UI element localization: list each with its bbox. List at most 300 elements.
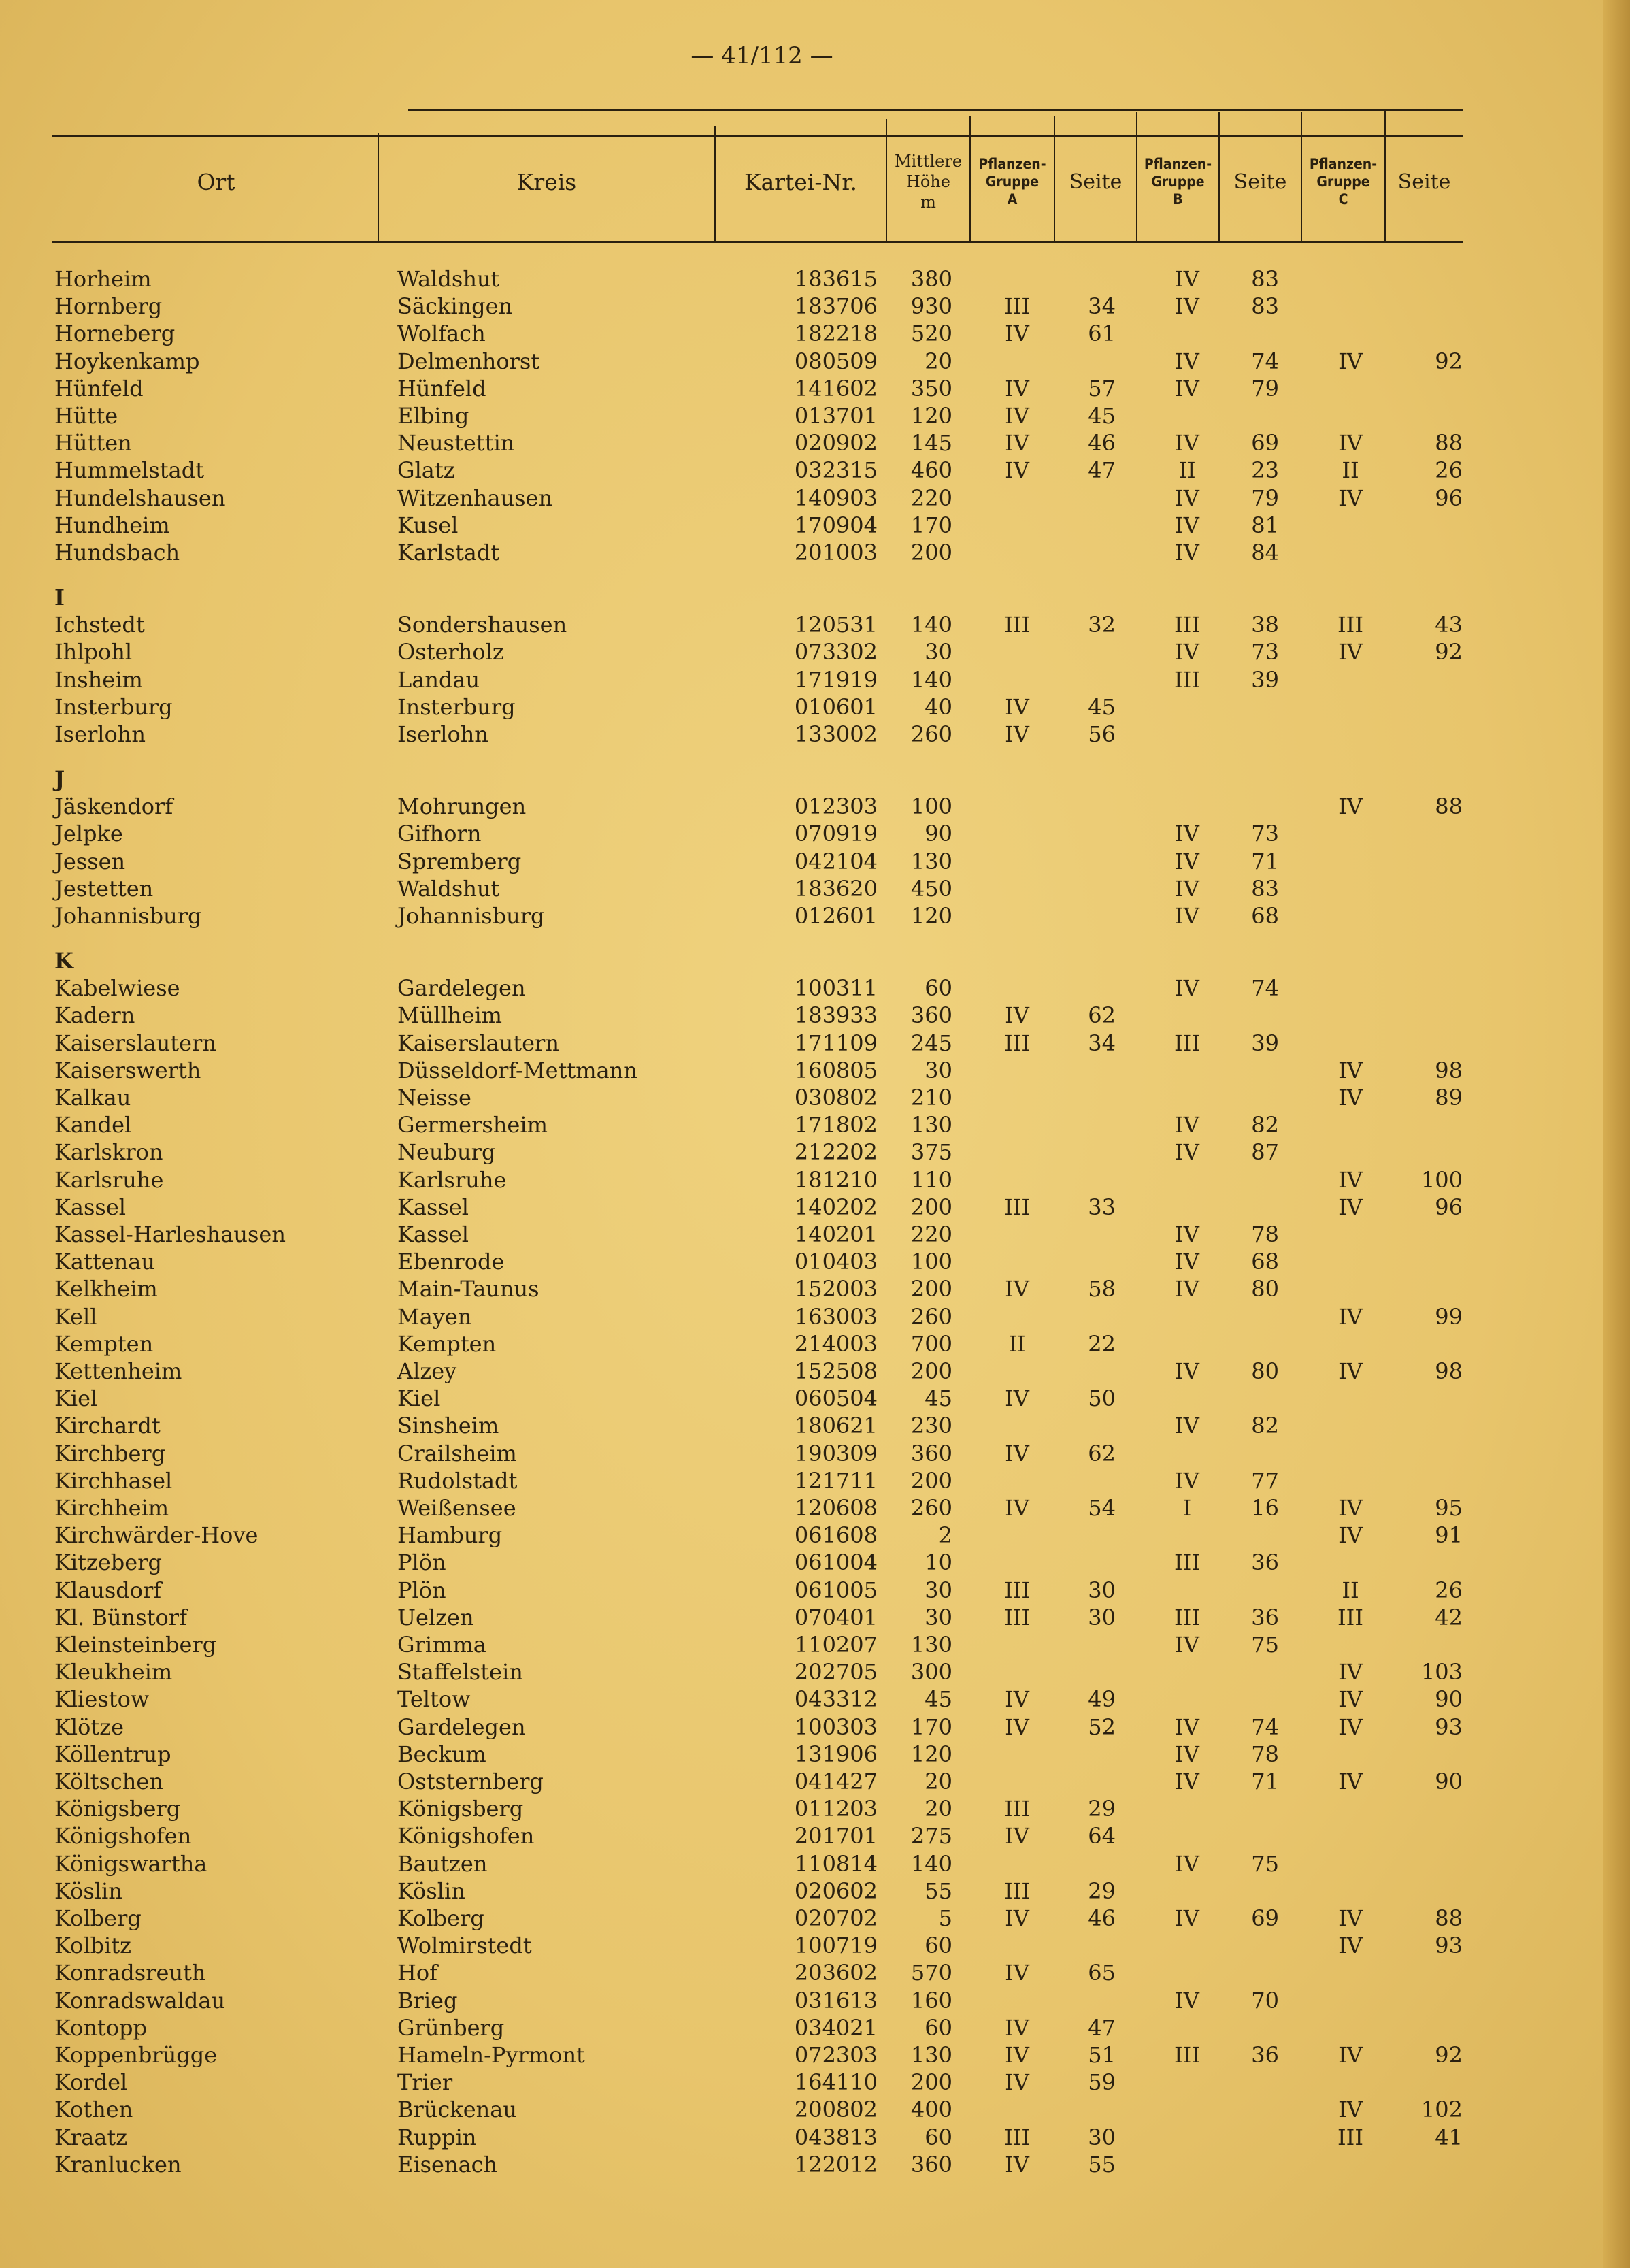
seite-b-cell: 74 (1251, 348, 1279, 374)
gruppe-c-cell: II (1342, 1577, 1359, 1603)
hoehe-cell: 140 (910, 1851, 952, 1877)
table-row (0, 1932, 1630, 1959)
ort-cell: Költschen (54, 1769, 163, 1794)
table-row (0, 1084, 1630, 1111)
seite-b-cell: 83 (1251, 293, 1279, 319)
kartei-nr-cell: 152508 (794, 1358, 878, 1384)
hoehe-cell: 145 (910, 430, 952, 456)
kreis-cell: Germersheim (397, 1112, 548, 1138)
gruppe-c-cell: IV (1338, 2042, 1363, 2068)
hoehe-cell: 140 (910, 612, 952, 638)
gruppe-a-cell: IV (1005, 1686, 1029, 1712)
hoehe-cell: 360 (910, 1441, 952, 1466)
kartei-nr-cell: 070401 (794, 1605, 878, 1630)
seite-b-cell: 78 (1251, 1221, 1279, 1247)
kartei-nr-cell: 122012 (794, 2152, 878, 2177)
hoehe-cell: 400 (910, 2097, 952, 2122)
gruppe-c-cell: III (1337, 2124, 1363, 2150)
table-row (0, 1385, 1630, 1412)
ort-cell: Kaiserslautern (54, 1030, 216, 1056)
ort-cell: Kandel (54, 1112, 132, 1138)
kreis-cell: Kassel (397, 1194, 469, 1220)
ort-cell: Kirchardt (54, 1413, 161, 1439)
kartei-nr-cell: 061004 (794, 1549, 878, 1575)
table-row (0, 1850, 1630, 1877)
gruppe-c-cell: IV (1338, 2097, 1363, 2122)
gruppe-a-cell: IV (1005, 376, 1029, 401)
seite-b-cell: 73 (1251, 639, 1279, 665)
seite-c-cell: 88 (1435, 430, 1463, 456)
gruppe-b-cell: III (1174, 1549, 1200, 1575)
kartei-nr-cell: 030802 (794, 1085, 878, 1111)
gruppe-a-cell: IV (1005, 2015, 1029, 2041)
kreis-cell: Hamburg (397, 1522, 503, 1548)
ort-cell: Kettenheim (54, 1358, 182, 1384)
kartei-nr-cell: 012601 (794, 903, 878, 929)
kartei-nr-cell: 060504 (794, 1385, 878, 1411)
seite-a-cell: 50 (1088, 1385, 1116, 1411)
seite-b-cell: 83 (1251, 266, 1279, 292)
kartei-nr-cell: 080509 (794, 348, 878, 374)
hoehe-cell: 380 (910, 266, 952, 292)
ort-cell: Königsberg (54, 1796, 181, 1822)
kartei-nr-cell: 140201 (794, 1221, 878, 1247)
kartei-nr-cell: 013701 (794, 403, 878, 429)
table-row (0, 721, 1630, 748)
seite-a-cell: 32 (1088, 612, 1116, 638)
hoehe-cell: 275 (910, 1823, 952, 1849)
gruppe-b-cell: IV (1175, 975, 1199, 1001)
header-mittlere-hoehe: Mittlere Höhe m (894, 152, 963, 212)
header-ort: Ort (197, 168, 235, 195)
table-row (0, 793, 1630, 820)
gruppe-a-cell: IV (1005, 457, 1029, 483)
seite-a-cell: 30 (1088, 1605, 1116, 1630)
ort-cell: Kirchhasel (54, 1468, 173, 1494)
seite-a-cell: 54 (1088, 1495, 1116, 1521)
gruppe-c-cell: IV (1338, 1085, 1363, 1111)
kartei-nr-cell: 170904 (794, 512, 878, 538)
kreis-cell: Köslin (397, 1878, 465, 1904)
gruppe-a-cell: IV (1005, 1441, 1029, 1466)
gruppe-c-cell: IV (1338, 1905, 1363, 1931)
table-row (0, 2151, 1630, 2178)
table-row (0, 693, 1630, 721)
hoehe-cell: 570 (910, 1960, 952, 1986)
table-row (0, 1713, 1630, 1741)
gruppe-a-cell: III (1004, 1878, 1030, 1904)
gruppe-b-cell: IV (1175, 1468, 1199, 1494)
gruppe-c-cell: IV (1338, 348, 1363, 374)
hoehe-cell: 260 (910, 721, 952, 747)
ort-cell: Kothen (54, 2097, 133, 2122)
kreis-cell: Kiel (397, 1385, 441, 1411)
hoehe-cell: 110 (910, 1167, 952, 1193)
seite-a-cell: 30 (1088, 1577, 1116, 1603)
kreis-cell: Hof (397, 1960, 438, 1986)
gruppe-b-cell: III (1174, 667, 1200, 693)
kartei-nr-cell: 203602 (794, 1960, 878, 1986)
kreis-cell: Iserlohn (397, 721, 489, 747)
table-row (0, 375, 1630, 402)
ort-cell: Hoykenkamp (54, 348, 200, 374)
ort-cell: Insterburg (54, 694, 173, 720)
gruppe-c-cell: IV (1338, 1167, 1363, 1193)
kartei-nr-cell: 012303 (794, 793, 878, 819)
ort-cell: Kranlucken (54, 2152, 182, 2177)
kreis-cell: Neuburg (397, 1139, 496, 1165)
kartei-nr-cell: 171919 (794, 667, 878, 693)
kreis-cell: Neisse (397, 1085, 471, 1111)
kartei-nr-cell: 061005 (794, 1577, 878, 1603)
ort-cell: Koppenbrügge (54, 2042, 218, 2068)
hoehe-cell: 220 (910, 1221, 952, 1247)
seite-a-cell: 46 (1088, 1905, 1116, 1931)
gruppe-c-cell: IV (1338, 1769, 1363, 1794)
gruppe-a-cell: III (1004, 1194, 1030, 1220)
seite-b-cell: 80 (1251, 1358, 1279, 1384)
kartei-nr-cell: 131906 (794, 1741, 878, 1767)
gruppe-c-cell: IV (1338, 1304, 1363, 1330)
kartei-nr-cell: 140202 (794, 1194, 878, 1220)
ort-cell: Kleinsteinberg (54, 1632, 217, 1658)
gruppe-a-cell: IV (1005, 1905, 1029, 1931)
kreis-cell: Weißensee (397, 1495, 516, 1521)
gruppe-b-cell: IV (1175, 1769, 1199, 1794)
table-row (0, 1549, 1630, 1576)
table-row (0, 2014, 1630, 2041)
ort-cell: Horheim (54, 266, 152, 292)
table-row (0, 429, 1630, 457)
kartei-nr-cell: 041427 (794, 1769, 878, 1794)
ort-cell: Königshofen (54, 1823, 192, 1849)
hoehe-cell: 200 (910, 1194, 952, 1220)
seite-b-cell: 36 (1251, 1549, 1279, 1575)
seite-c-cell: 95 (1435, 1495, 1463, 1521)
gruppe-c-cell: IV (1338, 1358, 1363, 1384)
table-row (0, 293, 1630, 320)
gruppe-c-cell: IV (1338, 639, 1363, 665)
kreis-cell: Kassel (397, 1221, 469, 1247)
seite-c-cell: 43 (1435, 612, 1463, 638)
seite-b-cell: 39 (1251, 667, 1279, 693)
gruppe-b-cell: IV (1175, 293, 1199, 319)
kartei-nr-cell: 061608 (794, 1522, 878, 1548)
header-seite-a: Seite (1069, 169, 1122, 194)
seite-a-cell: 45 (1088, 403, 1116, 429)
hoehe-cell: 130 (910, 1632, 952, 1658)
ort-cell: Hütten (54, 430, 132, 456)
gruppe-b-cell: IV (1175, 1139, 1199, 1165)
kreis-cell: Karlsruhe (397, 1167, 507, 1193)
kreis-cell: Rudolstadt (397, 1468, 518, 1494)
seite-b-cell: 81 (1251, 512, 1279, 538)
hoehe-cell: 30 (925, 639, 952, 665)
hoehe-cell: 90 (925, 821, 952, 847)
table-row (0, 1303, 1630, 1330)
ort-cell: Kabelwiese (54, 975, 180, 1001)
hoehe-cell: 200 (910, 1276, 952, 1302)
gruppe-a-cell: IV (1005, 1960, 1029, 1986)
table-row (0, 875, 1630, 902)
seite-b-cell: 79 (1251, 376, 1279, 401)
ort-cell: Kadern (54, 1002, 135, 1028)
table-row (0, 1658, 1630, 1686)
kartei-nr-cell: 120608 (794, 1495, 878, 1521)
ort-cell: Kraatz (54, 2124, 128, 2150)
table-row (0, 1795, 1630, 1822)
kartei-nr-cell: 183706 (794, 293, 878, 319)
table-row (0, 1577, 1630, 1604)
header-seite-c: Seite (1397, 169, 1451, 194)
hoehe-cell: 200 (910, 2069, 952, 2095)
kartei-nr-cell: 100311 (794, 975, 878, 1001)
ort-cell: Hütte (54, 403, 118, 429)
gruppe-a-cell: IV (1005, 1002, 1029, 1028)
section-letter-label: K (54, 948, 73, 974)
seite-b-cell: 78 (1251, 1741, 1279, 1767)
kreis-cell: Gardelegen (397, 1714, 526, 1740)
kreis-cell: Uelzen (397, 1605, 474, 1630)
kreis-cell: Ruppin (397, 2124, 477, 2150)
seite-b-cell: 36 (1251, 2042, 1279, 2068)
gruppe-a-cell: II (1008, 1331, 1026, 1357)
seite-a-cell: 64 (1088, 1823, 1116, 1849)
seite-a-cell: 30 (1088, 2124, 1116, 2150)
gruppe-a-cell: IV (1005, 721, 1029, 747)
seite-c-cell: 90 (1435, 1686, 1463, 1712)
ort-cell: Kalkau (54, 1085, 131, 1111)
kreis-cell: Wolmirstedt (397, 1933, 532, 1958)
seite-a-cell: 34 (1088, 1030, 1116, 1056)
gruppe-b-cell: IV (1175, 821, 1199, 847)
table-row (0, 638, 1630, 665)
ort-cell: Köllentrup (54, 1741, 171, 1767)
kartei-nr-cell: 020702 (794, 1905, 878, 1931)
gruppe-a-cell: IV (1005, 1714, 1029, 1740)
hoehe-cell: 460 (910, 457, 952, 483)
header-gruppe-a: Pflanzen- Gruppe A (978, 156, 1046, 208)
kartei-nr-cell: 190309 (794, 1441, 878, 1466)
kartei-nr-cell: 043813 (794, 2124, 878, 2150)
ort-cell: Klötze (54, 1714, 124, 1740)
kartei-nr-cell: 182218 (794, 321, 878, 346)
gruppe-b-cell: I (1182, 1495, 1192, 1521)
kreis-cell: Kusel (397, 512, 459, 538)
hoehe-cell: 350 (910, 376, 952, 401)
seite-a-cell: 33 (1088, 1194, 1116, 1220)
section-letter (0, 584, 1630, 611)
gruppe-b-cell: IV (1175, 1632, 1199, 1658)
seite-a-cell: 29 (1088, 1796, 1116, 1822)
gruppe-c-cell: III (1337, 612, 1363, 638)
kartei-nr-cell: 140903 (794, 485, 878, 511)
kartei-nr-cell: 171802 (794, 1112, 878, 1138)
table-row (0, 512, 1630, 539)
seite-a-cell: 47 (1088, 457, 1116, 483)
top-rule-upper (408, 109, 1463, 111)
gruppe-a-cell: IV (1005, 1823, 1029, 1849)
table-row (0, 1959, 1630, 1986)
kreis-cell: Gardelegen (397, 975, 526, 1001)
kreis-cell: Königsberg (397, 1796, 524, 1822)
ort-cell: Kordel (54, 2069, 128, 2095)
seite-c-cell: 26 (1435, 1577, 1463, 1603)
gruppe-b-cell: IV (1175, 376, 1199, 401)
seite-a-cell: 51 (1088, 2042, 1116, 2068)
seite-c-cell: 92 (1435, 2042, 1463, 2068)
gruppe-b-cell: II (1178, 457, 1196, 483)
gruppe-b-cell: IV (1175, 485, 1199, 511)
gruppe-c-cell: IV (1338, 793, 1363, 819)
kreis-cell: Brieg (397, 1988, 458, 2014)
table-row (0, 457, 1630, 484)
table-row (0, 1631, 1630, 1658)
kartei-nr-cell: 183620 (794, 876, 878, 902)
section-letter (0, 947, 1630, 974)
kartei-nr-cell: 141602 (794, 376, 878, 401)
section-letter (0, 766, 1630, 793)
ort-cell: Johannisburg (54, 903, 202, 929)
hoehe-cell: 100 (910, 793, 952, 819)
ort-cell: Kl. Bünstorf (54, 1605, 187, 1630)
header-bottom-rule (52, 241, 1463, 243)
kreis-cell: Osterholz (397, 639, 504, 665)
seite-b-cell: 73 (1251, 821, 1279, 847)
table-row (0, 820, 1630, 847)
seite-a-cell: 22 (1088, 1331, 1116, 1357)
gruppe-b-cell: IV (1175, 1905, 1199, 1931)
table-row (0, 666, 1630, 693)
seite-a-cell: 58 (1088, 1276, 1116, 1302)
kartei-nr-cell: 110207 (794, 1632, 878, 1658)
gruppe-b-cell: IV (1175, 876, 1199, 902)
kreis-cell: Grimma (397, 1632, 486, 1658)
gruppe-c-cell: IV (1338, 1714, 1363, 1740)
seite-b-cell: 36 (1251, 1605, 1279, 1630)
hoehe-cell: 120 (910, 403, 952, 429)
ort-cell: Ichstedt (54, 612, 145, 638)
seite-a-cell: 47 (1088, 2015, 1116, 2041)
table-row (0, 1741, 1630, 1768)
hoehe-cell: 230 (910, 1413, 952, 1439)
gruppe-c-cell: IV (1338, 430, 1363, 456)
table-row (0, 1412, 1630, 1439)
ort-cell: Köslin (54, 1878, 122, 1904)
gruppe-b-cell: IV (1175, 430, 1199, 456)
table-row (0, 1248, 1630, 1275)
hoehe-cell: 60 (925, 1933, 952, 1958)
kartei-nr-cell: 152003 (794, 1276, 878, 1302)
gruppe-a-cell: III (1004, 293, 1030, 319)
table-row (0, 1275, 1630, 1302)
gruppe-a-cell: IV (1005, 1495, 1029, 1521)
kreis-cell: Kaiserslautern (397, 1030, 559, 1056)
seite-b-cell: 77 (1251, 1468, 1279, 1494)
ort-cell: Kolberg (54, 1905, 142, 1931)
kartei-nr-cell: 201701 (794, 1823, 878, 1849)
seite-c-cell: 91 (1435, 1522, 1463, 1548)
ort-cell: Kassel (54, 1194, 126, 1220)
seite-b-cell: 87 (1251, 1139, 1279, 1165)
kartei-nr-cell: 043312 (794, 1686, 878, 1712)
kartei-nr-cell: 163003 (794, 1304, 878, 1330)
table-row (0, 1358, 1630, 1385)
seite-a-cell: 46 (1088, 430, 1116, 456)
kartei-nr-cell: 100719 (794, 1933, 878, 1958)
hoehe-cell: 20 (925, 1796, 952, 1822)
gruppe-c-cell: IV (1338, 1522, 1363, 1548)
gruppe-b-cell: IV (1175, 1413, 1199, 1439)
table-row (0, 1138, 1630, 1166)
ort-cell: Kontopp (54, 2015, 148, 2041)
ort-cell: Jestetten (54, 876, 154, 902)
table-row (0, 484, 1630, 512)
hoehe-cell: 40 (925, 694, 952, 720)
gruppe-a-cell: III (1004, 1796, 1030, 1822)
ort-cell: Hundheim (54, 512, 170, 538)
kreis-cell: Müllheim (397, 1002, 502, 1028)
ort-cell: Jelpke (54, 821, 123, 847)
kartei-nr-cell: 121711 (794, 1468, 878, 1494)
seite-b-cell: 23 (1251, 457, 1279, 483)
kartei-nr-cell: 010403 (794, 1249, 878, 1275)
seite-a-cell: 45 (1088, 694, 1116, 720)
hoehe-cell: 30 (925, 1605, 952, 1630)
hoehe-cell: 450 (910, 876, 952, 902)
seite-a-cell: 29 (1088, 1878, 1116, 1904)
seite-b-cell: 70 (1251, 1988, 1279, 2014)
kartei-nr-cell: 200802 (794, 2097, 878, 2122)
ort-cell: Horneberg (54, 321, 176, 346)
gruppe-a-cell: III (1004, 1577, 1030, 1603)
seite-a-cell: 62 (1088, 1441, 1116, 1466)
ort-cell: Hornberg (54, 293, 163, 319)
kreis-cell: Eisenach (397, 2152, 498, 2177)
gruppe-a-cell: IV (1005, 321, 1029, 346)
kreis-cell: Karlstadt (397, 540, 500, 565)
hoehe-cell: 200 (910, 540, 952, 565)
kreis-cell: Elbing (397, 403, 469, 429)
kartei-nr-cell: 073302 (794, 639, 878, 665)
ort-cell: Hünfeld (54, 376, 144, 401)
table-row (0, 1987, 1630, 2014)
ort-cell: Kassel-Harleshausen (54, 1221, 286, 1247)
table-row (0, 974, 1630, 1002)
gruppe-b-cell: IV (1175, 1851, 1199, 1877)
hoehe-cell: 520 (910, 321, 952, 346)
seite-c-cell: 92 (1435, 639, 1463, 665)
table-row (0, 1522, 1630, 1549)
kartei-nr-cell: 214003 (794, 1331, 878, 1357)
hoehe-cell: 245 (910, 1030, 952, 1056)
gruppe-a-cell: IV (1005, 694, 1029, 720)
kreis-cell: Düsseldorf-Mettmann (397, 1057, 637, 1083)
kreis-cell: Hameln-Pyrmont (397, 2042, 585, 2068)
ort-cell: Kirchberg (54, 1441, 166, 1466)
hoehe-cell: 5 (938, 1905, 952, 1931)
seite-a-cell: 56 (1088, 721, 1116, 747)
seite-c-cell: 96 (1435, 485, 1463, 511)
seite-b-cell: 83 (1251, 876, 1279, 902)
hoehe-cell: 260 (910, 1304, 952, 1330)
seite-b-cell: 39 (1251, 1030, 1279, 1056)
kreis-cell: Spremberg (397, 849, 522, 874)
section-letter-label: I (54, 585, 65, 610)
kartei-nr-cell: 110814 (794, 1851, 878, 1877)
gruppe-b-cell: IV (1175, 1988, 1199, 2014)
kartei-nr-cell: 180621 (794, 1413, 878, 1439)
